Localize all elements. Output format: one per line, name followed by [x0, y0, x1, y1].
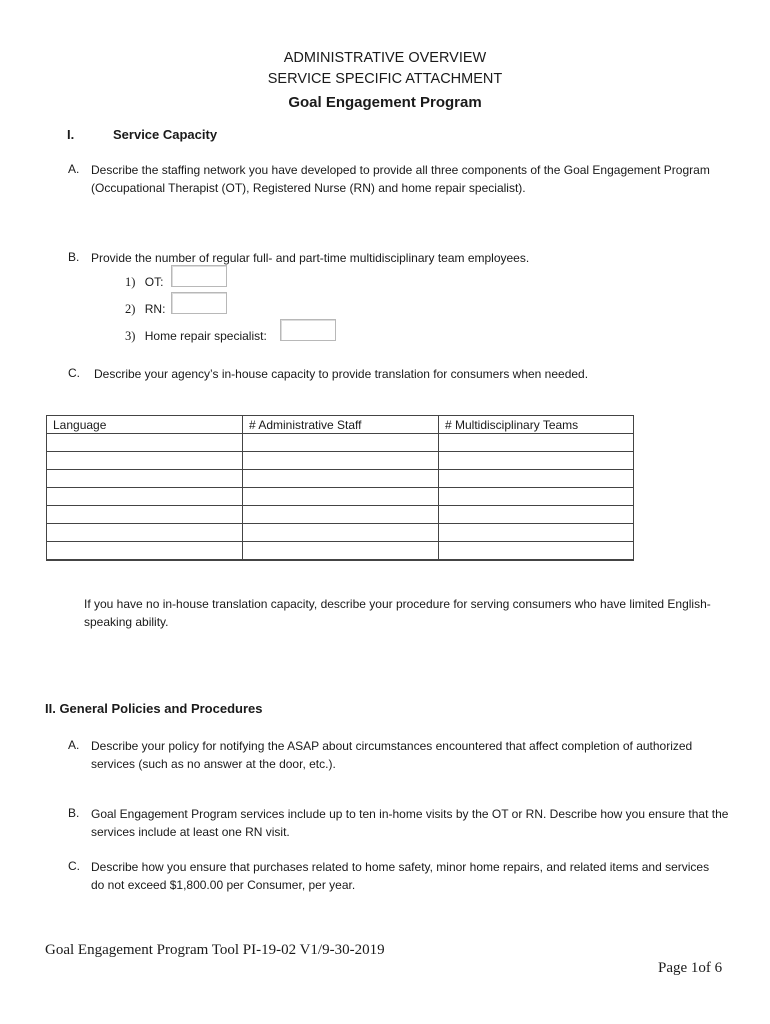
column-header-multidisciplinary-teams: # Multidisciplinary Teams [439, 416, 634, 434]
table-row [47, 452, 634, 470]
field-ot-number: 1) [125, 275, 136, 289]
item-a-text: Describe the staffing network you have developed to provide all three components of the Goal Engagement Program (Occupational Therapist (OT), Registered Nurse (RN) and home repair specialist). [91, 163, 710, 195]
section-2-item-c-letter: C. [68, 859, 80, 873]
item-b-letter: B. [68, 250, 80, 264]
table-cell[interactable] [243, 434, 439, 452]
item-c-text: Describe your agency’s in-house capacity to provide translation for consumers when needed. [94, 367, 589, 381]
field-home-repair-number: 3) [125, 329, 136, 343]
table-cell[interactable] [47, 524, 243, 542]
table-cell[interactable] [243, 470, 439, 488]
section-1-title: Service Capacity [113, 127, 218, 142]
field-rn-label: RN: [144, 302, 166, 316]
table-row [47, 488, 634, 506]
field-home-repair-label: Home repair specialist: [144, 329, 267, 343]
table-cell[interactable] [47, 506, 243, 524]
table-cell[interactable] [47, 542, 243, 561]
footer-document-id: Goal Engagement Program Tool PI-19-02 V1/9-30-2019 [45, 942, 385, 958]
field-ot [125, 275, 163, 290]
ot-input[interactable] [171, 265, 227, 287]
section-2-item-a-letter: A. [68, 738, 80, 752]
no-translation-instruction: If you have no in-house translation capacity, describe your procedure for serving consumers who have limited English-speaking ability. [84, 597, 711, 629]
section-2-item-b-text: Goal Engagement Program services include up to ten in-home visits by the OT or RN. Describe how you ensure that the services include at least one RN visit. [91, 807, 729, 839]
table-cell[interactable] [439, 470, 634, 488]
title-line-3: Goal Engagement Program [288, 94, 482, 111]
rn-input[interactable] [171, 292, 227, 314]
field-rn [125, 302, 165, 317]
column-header-admin-staff: # Administrative Staff [243, 416, 439, 434]
table-cell[interactable] [47, 434, 243, 452]
table-cell[interactable] [47, 452, 243, 470]
item-b-text: Provide the number of regular full- and part-time multidisciplinary team employees. [91, 251, 530, 265]
table-cell[interactable] [439, 488, 634, 506]
column-header-language: Language [47, 416, 243, 434]
table-cell[interactable] [439, 542, 634, 561]
table-cell[interactable] [439, 524, 634, 542]
section-2-title: II. General Policies and Procedures [45, 701, 263, 716]
item-c-letter: C. [68, 366, 80, 380]
section-2-item-b-letter: B. [68, 806, 80, 820]
table-cell[interactable] [439, 434, 634, 452]
title-line-1: ADMINISTRATIVE OVERVIEW [283, 50, 487, 66]
section-2-item-c-text: Describe how you ensure that purchases related to home safety, minor home repairs, and related items and services do not exceed $1,800.00 per Consumer, per year. [91, 860, 710, 892]
table-cell[interactable] [243, 488, 439, 506]
table-row [47, 524, 634, 542]
field-ot-label: OT: [144, 275, 164, 289]
table-row [47, 470, 634, 488]
table-header-row [47, 416, 634, 434]
table-row [47, 542, 634, 561]
table-cell[interactable] [439, 452, 634, 470]
table-cell[interactable] [439, 506, 634, 524]
table-cell[interactable] [47, 470, 243, 488]
field-rn-number: 2) [125, 302, 136, 316]
title-line-2: SERVICE SPECIFIC ATTACHMENT [267, 71, 503, 87]
footer-page-number: Page 1of 6 [658, 960, 723, 976]
field-home-repair [125, 329, 267, 344]
translation-capacity-table [46, 415, 634, 561]
table-row [47, 434, 634, 452]
table-cell[interactable] [243, 506, 439, 524]
section-2-item-a-text: Describe your policy for notifying the ASAP about circumstances encountered that affect completion of authorized services (such as no answer at the door, etc.). [91, 739, 693, 771]
item-a-letter: A. [68, 162, 80, 176]
table-cell[interactable] [47, 488, 243, 506]
home-repair-input[interactable] [280, 319, 336, 341]
table-cell[interactable] [243, 524, 439, 542]
table-row [47, 506, 634, 524]
section-1-number: I. [67, 127, 75, 142]
table-cell[interactable] [243, 542, 439, 561]
table-cell[interactable] [243, 452, 439, 470]
